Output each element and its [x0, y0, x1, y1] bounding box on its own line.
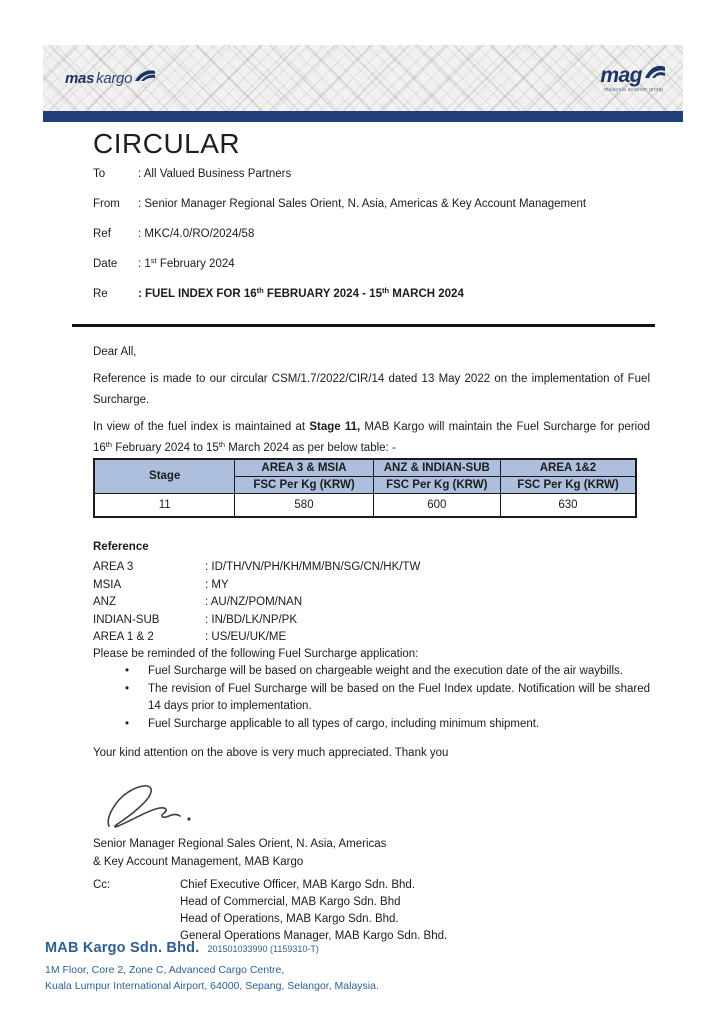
meta-row-from — [93, 196, 653, 213]
footer-reg-no: 201501033990 (1159310-T) — [207, 944, 319, 954]
stage-header-cell: Stage — [94, 459, 235, 493]
p2-text-4: March 2024 as per below table: - — [225, 441, 396, 454]
meta-value-from: : Senior Manager Regional Sales Orient, N. Asia, Americas & Key Account Management — [138, 198, 587, 210]
bullet-item-1 — [93, 663, 650, 681]
reference-value: : IN/BD/LK/NP/PK — [205, 613, 298, 626]
cc-item: Head of Operations, MAB Kargo Sdn. Bhd. — [180, 913, 399, 925]
reference-value: : AU/NZ/POM/NAN — [205, 596, 303, 608]
footer-block — [45, 940, 379, 994]
reminder-intro: Please be reminded of the following Fuel Surcharge application: — [93, 648, 419, 660]
reference-row-area3 — [93, 559, 420, 577]
mag-logo-subtitle: malaysia aviation group — [603, 87, 664, 93]
signature-title-line2: & Key Account Management, MAB Kargo — [93, 855, 304, 868]
footer-address-line2: Kuala Lumpur International Airport, 64000, Sepang, Selangor, Malaysia. — [45, 979, 379, 992]
bullet-item-2 — [93, 681, 650, 716]
reference-term: MSIA — [93, 578, 122, 591]
reference-row-msia — [93, 577, 420, 595]
reference-row-area12 — [93, 629, 420, 647]
footer-company: MAB Kargo Sdn. Bhd. — [45, 940, 200, 956]
bullet-list — [93, 663, 650, 733]
fuel-surcharge-table — [93, 458, 637, 518]
area3-msia-header-cell: AREA 3 & MSIA — [235, 459, 373, 476]
stage-value-cell: 11 — [94, 493, 235, 517]
meta-value-date — [138, 256, 235, 273]
reference-value: : US/EU/UK/ME — [205, 631, 287, 643]
p2-text-1: In view of the fuel index is maintained at — [93, 421, 310, 433]
reference-row-indiansub — [93, 612, 420, 630]
cc-item: Head of Commercial, MAB Kargo Sdn. Bhd — [180, 896, 401, 908]
page-title: CIRCULAR — [93, 128, 241, 159]
re-text-1: : FUEL INDEX FOR 16 — [138, 288, 257, 300]
bullet-item-3 — [93, 716, 650, 734]
cc-item: General Operations Manager, MAB Kargo Sdn. Bhd. — [180, 930, 448, 942]
p2-text-3: February 2024 to 15 — [112, 441, 219, 454]
bullet-icon: • — [125, 717, 130, 730]
navy-divider-bar — [43, 111, 683, 122]
fsc-value-cell-2: 600 — [373, 493, 500, 517]
maskargo-logo-kargo-text: kargo — [96, 69, 133, 87]
signature-title-block — [93, 836, 386, 871]
reference-term: ANZ — [93, 596, 116, 608]
re-text-2: FEBRUARY 2024 - 15 — [263, 288, 382, 300]
salutation: Dear All, — [93, 346, 137, 358]
bullet-text: Fuel Surcharge applicable to all types of cargo, including minimum shipment. — [148, 717, 540, 730]
meta-row-re — [93, 286, 653, 303]
fsc-value-cell-3: 630 — [500, 493, 636, 517]
reference-heading: Reference — [93, 541, 149, 553]
meta-label-date: Date — [93, 258, 118, 270]
date-text-rest: February 2024 — [156, 258, 235, 270]
bullet-text: The revision of Fuel Surcharge will be based on the Fuel Index update. Notification will be shared 14 days prior to implementation. — [148, 682, 650, 712]
reference-value: : MY — [205, 578, 229, 591]
mag-wing-icon — [643, 63, 667, 87]
anz-indiansub-header-cell: ANZ & INDIAN-SUB — [373, 459, 500, 476]
date-superscript: st — [150, 256, 157, 265]
p2-stage-bold: Stage 11, — [309, 421, 361, 433]
horizontal-rule — [72, 324, 655, 327]
re-superscript-1: th — [256, 286, 264, 295]
cc-label: Cc: — [93, 879, 111, 891]
closing-note: Your kind attention on the above is very much appreciated. Thank you — [93, 747, 449, 759]
meta-label-to: To — [93, 168, 106, 180]
paragraph-reference: Reference is made to our circular CSM/1.7/2022/CIR/14 dated 13 May 2022 on the implementation of Fuel Surcharge. — [93, 373, 650, 406]
reference-term: AREA 3 — [93, 561, 134, 573]
p2-text-2: MAB Kargo will maintain the Fuel Surcharge for period 16 — [93, 421, 650, 454]
bullet-icon: • — [125, 682, 130, 695]
reference-row-anz — [93, 594, 420, 612]
meta-label-from: From — [93, 198, 120, 210]
maskargo-wing-icon — [134, 68, 156, 89]
signature-image — [103, 782, 198, 839]
cc-list — [180, 877, 447, 945]
bullet-text: Fuel Surcharge will be based on chargeable weight and the execution date of the air waybills. — [148, 665, 623, 677]
meta-value-to: : All Valued Business Partners — [138, 168, 292, 180]
reference-block — [93, 538, 420, 647]
reference-value: : ID/TH/VN/PH/KH/MM/BN/SG/CN/HK/TW — [205, 561, 421, 573]
re-superscript-2: th — [381, 286, 390, 295]
footer-address-line1: 1M Floor, Core 2, Zone C, Advanced Cargo Centre, — [45, 964, 285, 976]
meta-label-ref: Ref — [93, 228, 111, 240]
reference-term: AREA 1 & 2 — [93, 631, 154, 643]
p2-superscript-1: th — [105, 439, 113, 449]
re-text-3: MARCH 2024 — [389, 288, 464, 300]
letterhead-band — [43, 45, 683, 111]
maskargo-logo-mas-text: mas — [65, 69, 95, 87]
meta-value-re — [138, 286, 464, 303]
mag-logo — [600, 63, 667, 93]
maskargo-logo — [65, 68, 156, 89]
area12-header-cell: AREA 1&2 — [500, 459, 636, 476]
meta-label-re: Re — [93, 288, 108, 300]
mag-logo-text: mag — [600, 63, 642, 87]
meta-value-ref: : MKC/4.0/RO/2024/58 — [138, 228, 255, 240]
bullet-icon: • — [125, 665, 130, 677]
meta-row-to — [93, 166, 653, 183]
cc-block — [93, 877, 447, 945]
fsc-value-cell-1: 580 — [235, 493, 373, 517]
cc-item: Chief Executive Officer, MAB Kargo Sdn. Bhd. — [180, 879, 416, 891]
p2-superscript-2: th — [218, 439, 226, 449]
signature-title-line1: Senior Manager Regional Sales Orient, N. Asia, Americas — [93, 838, 387, 850]
reference-term: INDIAN-SUB — [93, 613, 160, 626]
date-text: : 1 — [138, 258, 151, 270]
fsc-subheader-cell-2: FSC Per Kg (KRW) — [373, 476, 500, 493]
fsc-subheader-cell-3: FSC Per Kg (KRW) — [500, 476, 636, 493]
meta-block — [93, 166, 653, 316]
table-row — [94, 493, 636, 517]
paragraph-fuel-index — [93, 417, 650, 459]
meta-row-date — [93, 256, 653, 273]
fsc-subheader-cell-1: FSC Per Kg (KRW) — [235, 476, 373, 493]
meta-row-ref — [93, 226, 653, 243]
